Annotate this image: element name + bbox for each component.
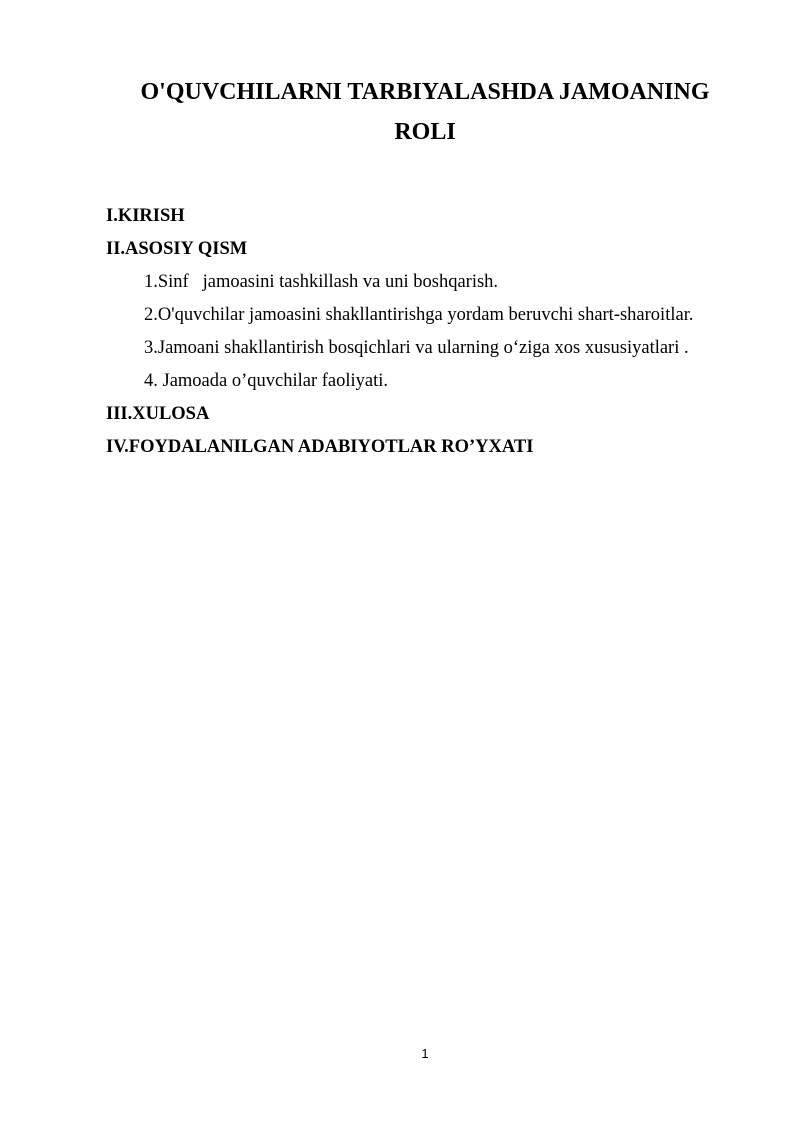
table-of-contents	[106, 200, 766, 464]
toc-subitem-3: 3.Jamoani shakllantirish bosqichlari va ularning o‘ziga xos xususiyatlari .	[144, 338, 689, 358]
document-title-line-2: ROLI	[394, 119, 456, 145]
toc-subitem-1: 1.Sinf jamoasini tashkillash va uni boshqarish.	[144, 272, 499, 292]
toc-section-main-part: II.ASOSIY QISM	[106, 239, 248, 259]
toc-subitem-2: 2.O'quvchilar jamoasini shakllantirishga yordam beruvchi shart-sharoitlar.	[144, 305, 694, 325]
document-title-line-1: O'QUVCHILARNI TARBIYALASHDA JAMOANING	[140, 79, 710, 105]
toc-subitem-4: 4. Jamoada o’quvchilar faoliyati.	[144, 371, 389, 391]
page-number: 1	[421, 1046, 429, 1061]
toc-section-references: IV.FOYDALANILGAN ADABIYOTLAR RO’YXATI	[106, 437, 534, 457]
toc-section-introduction: I.KIRISH	[106, 206, 185, 226]
toc-section-conclusion: III.XULOSA	[106, 404, 210, 424]
